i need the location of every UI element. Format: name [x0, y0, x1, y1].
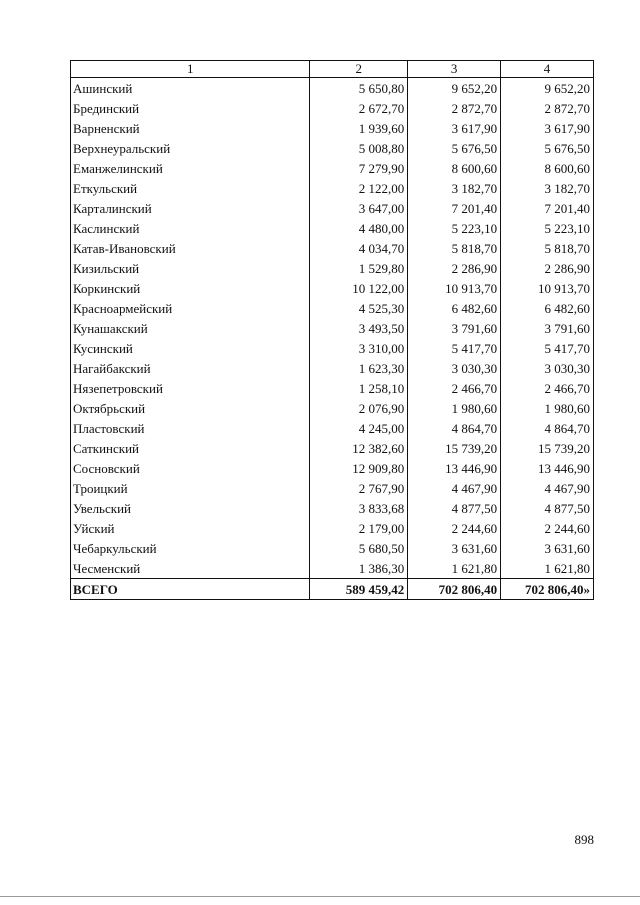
value-cell-col-2: 2 122,00	[310, 178, 408, 198]
table-row	[71, 178, 594, 198]
table-row	[71, 138, 594, 158]
value-cell-col-3: 15 739,20	[408, 438, 501, 458]
value-cell-col-3: 1 980,60	[408, 398, 501, 418]
value-cell-col-3: 1 621,80	[408, 558, 501, 579]
district-name-cell: Сосновский	[71, 458, 310, 478]
value-cell-col-4: 3 182,70	[501, 178, 594, 198]
table-row	[71, 358, 594, 378]
value-cell-col-3: 2 244,60	[408, 518, 501, 538]
table-row	[71, 298, 594, 318]
value-cell-col-3: 3 617,90	[408, 118, 501, 138]
value-cell-col-3: 2 286,90	[408, 258, 501, 278]
district-name-cell: Нязепетровский	[71, 378, 310, 398]
value-cell-col-2: 4 034,70	[310, 238, 408, 258]
page-edge-line	[0, 896, 640, 897]
value-cell-col-4: 15 739,20	[501, 438, 594, 458]
value-cell-col-3: 8 600,60	[408, 158, 501, 178]
table-row	[71, 418, 594, 438]
value-cell-col-3: 5 676,50	[408, 138, 501, 158]
table-row	[71, 458, 594, 478]
value-cell-col-4: 9 652,20	[501, 78, 594, 99]
total-label-cell: ВСЕГО	[71, 579, 310, 600]
district-name-cell: Пластовский	[71, 418, 310, 438]
district-name-cell: Кусинский	[71, 338, 310, 358]
district-name-cell: Чебаркульский	[71, 538, 310, 558]
district-name-cell: Кизильский	[71, 258, 310, 278]
value-cell-col-4: 4 877,50	[501, 498, 594, 518]
table-row	[71, 158, 594, 178]
value-cell-col-3: 9 652,20	[408, 78, 501, 99]
value-cell-col-2: 1 258,10	[310, 378, 408, 398]
value-cell-col-4: 5 223,10	[501, 218, 594, 238]
value-cell-col-2: 1 939,60	[310, 118, 408, 138]
value-cell-col-3: 4 877,50	[408, 498, 501, 518]
value-cell-col-3: 2 466,70	[408, 378, 501, 398]
table-row	[71, 558, 594, 579]
table-row	[71, 398, 594, 418]
value-cell-col-3: 4 467,90	[408, 478, 501, 498]
value-cell-col-4: 7 201,40	[501, 198, 594, 218]
value-cell-col-2: 5 008,80	[310, 138, 408, 158]
value-cell-col-3: 4 864,70	[408, 418, 501, 438]
value-cell-col-3: 3 631,60	[408, 538, 501, 558]
district-name-cell: Троицкий	[71, 478, 310, 498]
column-header-3: 3	[408, 61, 501, 78]
table-row	[71, 98, 594, 118]
value-cell-col-2: 5 680,50	[310, 538, 408, 558]
table-row	[71, 258, 594, 278]
value-cell-col-4: 3 030,30	[501, 358, 594, 378]
value-cell-col-4: 2 466,70	[501, 378, 594, 398]
value-cell-col-4: 4 467,90	[501, 478, 594, 498]
district-name-cell: Еманжелинский	[71, 158, 310, 178]
district-name-cell: Октябрьский	[71, 398, 310, 418]
value-cell-col-2: 1 529,80	[310, 258, 408, 278]
total-value-cell-col-4: 702 806,40»	[501, 579, 594, 600]
value-cell-col-2: 12 909,80	[310, 458, 408, 478]
table-row	[71, 498, 594, 518]
column-header-2: 2	[310, 61, 408, 78]
district-name-cell: Коркинский	[71, 278, 310, 298]
value-cell-col-2: 2 672,70	[310, 98, 408, 118]
value-cell-col-2: 10 122,00	[310, 278, 408, 298]
value-cell-col-4: 8 600,60	[501, 158, 594, 178]
value-cell-col-4: 3 617,90	[501, 118, 594, 138]
page-number: 898	[574, 832, 594, 847]
value-cell-col-4: 4 864,70	[501, 418, 594, 438]
district-name-cell: Увельский	[71, 498, 310, 518]
value-cell-col-2: 2 076,90	[310, 398, 408, 418]
district-name-cell: Ашинский	[71, 78, 310, 99]
district-name-cell: Верхнеуральский	[71, 138, 310, 158]
district-name-cell: Саткинский	[71, 438, 310, 458]
value-cell-col-3: 6 482,60	[408, 298, 501, 318]
value-cell-col-4: 3 791,60	[501, 318, 594, 338]
value-cell-col-2: 5 650,80	[310, 78, 408, 99]
value-cell-col-4: 13 446,90	[501, 458, 594, 478]
value-cell-col-4: 2 872,70	[501, 98, 594, 118]
value-cell-col-4: 5 818,70	[501, 238, 594, 258]
value-cell-col-2: 3 833,68	[310, 498, 408, 518]
value-cell-col-2: 3 493,50	[310, 318, 408, 338]
total-value-cell-col-2: 589 459,42	[310, 579, 408, 600]
value-cell-col-2: 4 525,30	[310, 298, 408, 318]
table-row	[71, 438, 594, 458]
column-header-1: 1	[71, 61, 310, 78]
table-row	[71, 478, 594, 498]
district-name-cell: Катав-Ивановский	[71, 238, 310, 258]
value-cell-col-4: 5 417,70	[501, 338, 594, 358]
value-cell-col-4: 10 913,70	[501, 278, 594, 298]
table-row	[71, 198, 594, 218]
value-cell-col-4: 3 631,60	[501, 538, 594, 558]
value-cell-col-4: 6 482,60	[501, 298, 594, 318]
value-cell-col-3: 13 446,90	[408, 458, 501, 478]
value-cell-col-2: 1 386,30	[310, 558, 408, 579]
table-row	[71, 538, 594, 558]
district-name-cell: Карталинский	[71, 198, 310, 218]
value-cell-col-2: 3 647,00	[310, 198, 408, 218]
column-header-4: 4	[501, 61, 594, 78]
district-name-cell: Еткульский	[71, 178, 310, 198]
table-row	[71, 338, 594, 358]
value-cell-col-2: 7 279,90	[310, 158, 408, 178]
table-row	[71, 518, 594, 538]
value-cell-col-3: 3 182,70	[408, 178, 501, 198]
table-row	[71, 78, 594, 99]
header-row	[71, 61, 594, 78]
total-value-cell-col-3: 702 806,40	[408, 579, 501, 600]
district-name-cell: Красноармейский	[71, 298, 310, 318]
value-cell-col-2: 1 623,30	[310, 358, 408, 378]
value-cell-col-4: 2 244,60	[501, 518, 594, 538]
district-name-cell: Уйский	[71, 518, 310, 538]
value-cell-col-4: 5 676,50	[501, 138, 594, 158]
value-cell-col-2: 2 767,90	[310, 478, 408, 498]
district-name-cell: Брединский	[71, 98, 310, 118]
table-row	[71, 278, 594, 298]
value-cell-col-2: 3 310,00	[310, 338, 408, 358]
value-cell-col-2: 4 245,00	[310, 418, 408, 438]
value-cell-col-3: 3 791,60	[408, 318, 501, 338]
district-name-cell: Нагайбакский	[71, 358, 310, 378]
district-name-cell: Кунашакский	[71, 318, 310, 338]
value-cell-col-3: 5 417,70	[408, 338, 501, 358]
district-name-cell: Варненский	[71, 118, 310, 138]
table-row	[71, 218, 594, 238]
budget-table	[70, 60, 594, 600]
table-row	[71, 318, 594, 338]
table-row	[71, 118, 594, 138]
table-row	[71, 238, 594, 258]
value-cell-col-3: 10 913,70	[408, 278, 501, 298]
value-cell-col-4: 1 980,60	[501, 398, 594, 418]
value-cell-col-3: 5 223,10	[408, 218, 501, 238]
total-row	[71, 579, 594, 600]
value-cell-col-3: 3 030,30	[408, 358, 501, 378]
table-row	[71, 378, 594, 398]
district-name-cell: Каслинский	[71, 218, 310, 238]
value-cell-col-4: 2 286,90	[501, 258, 594, 278]
value-cell-col-4: 1 621,80	[501, 558, 594, 579]
value-cell-col-2: 4 480,00	[310, 218, 408, 238]
value-cell-col-3: 7 201,40	[408, 198, 501, 218]
district-name-cell: Чесменский	[71, 558, 310, 579]
value-cell-col-3: 2 872,70	[408, 98, 501, 118]
value-cell-col-2: 12 382,60	[310, 438, 408, 458]
value-cell-col-2: 2 179,00	[310, 518, 408, 538]
value-cell-col-3: 5 818,70	[408, 238, 501, 258]
